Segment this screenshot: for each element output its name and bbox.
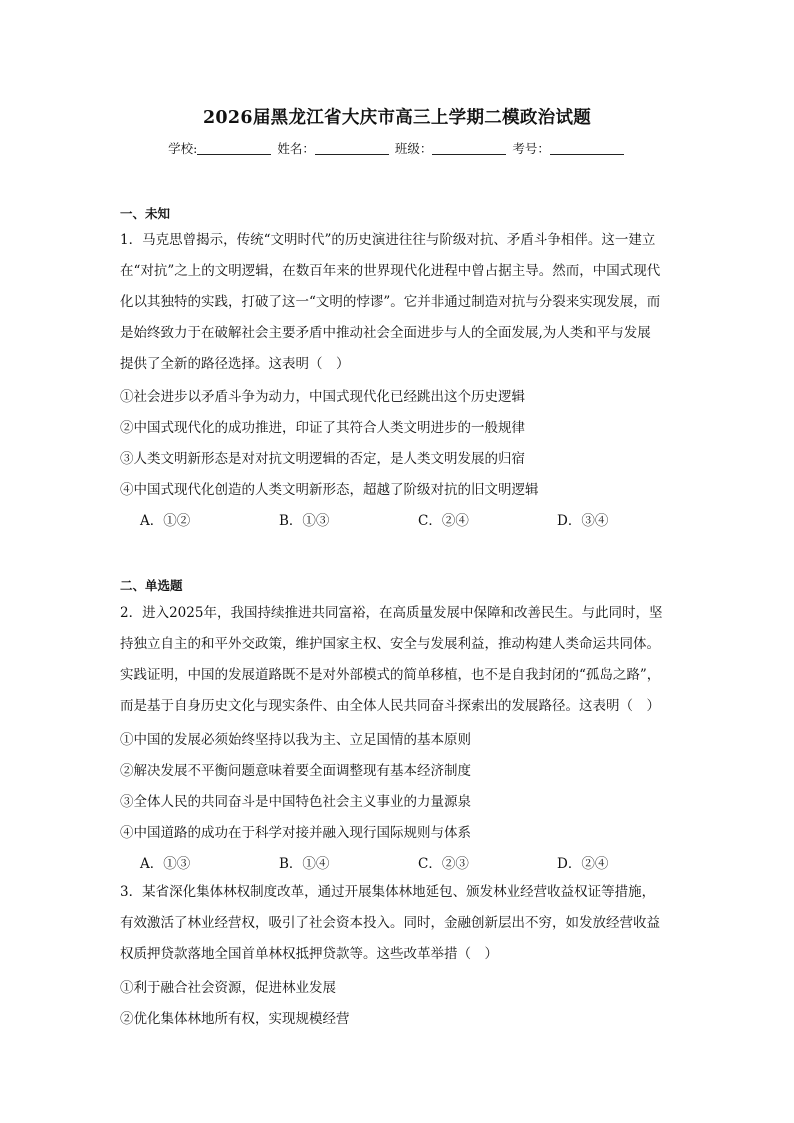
stem-line: 权质押贷款落地全国首单林权抵押贷款等。这些改革举措（ ） bbox=[120, 946, 498, 962]
school-blank[interactable] bbox=[197, 141, 271, 155]
exam-info-row bbox=[0, 139, 794, 157]
name-label: 姓名： bbox=[277, 141, 315, 156]
choice-b[interactable]: B．①④ bbox=[279, 856, 330, 872]
stem-line: 3．某省深化集体林权制度改革，通过开展集体林地延包、颁发林业经营收益权证等措施， bbox=[120, 884, 656, 900]
class-label: 班级： bbox=[394, 141, 433, 156]
statement-option: ②解决发展不平衡问题意味着要全面调整现有基本经济制度 bbox=[120, 763, 471, 779]
stem-line: 化以其独特的实践，打破了这一“文明的悖谬”。它并非通过制造对抗与分裂来实现发展，而 bbox=[120, 294, 661, 310]
answer-choices-q2 bbox=[140, 852, 696, 872]
page-title: 2026届黑龙江省大庆市高三上学期二模政治试题 bbox=[202, 108, 592, 128]
stem-line: 实践证明，中国的发展道路既不是对外部模式的简单移植，也不是自我封闭的“孤岛之路”， bbox=[120, 667, 661, 683]
statement-option: ①中国的发展必须始终坚持以我为主、立足国情的基本原则 bbox=[120, 732, 471, 748]
choice-a[interactable]: A．①③ bbox=[140, 856, 191, 872]
statement-option: ①社会进步以矛盾斗争为动力，中国式现代化已经跳出这个历史逻辑 bbox=[120, 389, 525, 405]
statement-option: ②中国式现代化的成功推进，印证了其符合人类文明进步的一般规律 bbox=[120, 420, 525, 436]
statement-option: ②优化集体林地所有权，实现规模经营 bbox=[120, 1011, 350, 1027]
stem-line: 1．马克思曾揭示，传统“文明时代”的历史演进往往与阶级对抗、矛盾斗争相伴。这一建立 bbox=[120, 232, 656, 248]
school-label: 学校: bbox=[168, 141, 198, 156]
statement-option: ④中国式现代化创造的人类文明新形态，超越了阶级对抗的旧文明逻辑 bbox=[120, 482, 539, 498]
question-2-stem bbox=[120, 598, 680, 722]
name-blank[interactable] bbox=[315, 141, 389, 155]
stem-line: 2．进入2025年，我国持续推进共同富裕，在高质量发展中保障和改善民生。与此同时，坚 bbox=[120, 605, 663, 621]
choice-c[interactable]: C．②③ bbox=[418, 856, 469, 872]
statement-option: ④中国道路的成功在于科学对接并融入现行国际规则与体系 bbox=[120, 825, 471, 841]
statement-option: ③人类文明新形态是对对抗文明逻辑的否定，是人类文明发展的归宿 bbox=[120, 451, 525, 467]
choice-b[interactable]: B．①③ bbox=[279, 513, 330, 529]
question-1-stem bbox=[120, 225, 680, 380]
stem-line: 而是基于自身历史文化与现实条件、由全体人民共同奋斗探索出的发展路径。这表明（ ） bbox=[120, 698, 660, 714]
choice-d[interactable]: D．②④ bbox=[557, 856, 609, 872]
class-blank[interactable] bbox=[432, 141, 506, 155]
number-label: 考号： bbox=[512, 141, 550, 156]
number-blank[interactable] bbox=[550, 141, 624, 155]
stem-line: 在“对抗”之上的文明逻辑，在数百年来的世界现代化进程中曾占据主导。然而，中国式现代 bbox=[120, 263, 661, 279]
choice-d[interactable]: D．③④ bbox=[557, 513, 609, 529]
question-3-stem bbox=[120, 877, 680, 970]
statement-option: ③全体人民的共同奋斗是中国特色社会主义事业的力量源泉 bbox=[120, 794, 471, 810]
statement-option: ①利于融合社会资源，促进林业发展 bbox=[120, 980, 336, 996]
stem-line: 有效激活了林业经营权，吸引了社会资本投入。同时，金融创新层出不穷，如发放经营收益 bbox=[120, 915, 660, 931]
section-heading: 一、未知 bbox=[120, 206, 171, 221]
choice-c[interactable]: C．②④ bbox=[418, 513, 469, 529]
answer-choices-q1 bbox=[140, 509, 696, 529]
stem-line: 持独立自主的和平外交政策，维护国家主权、安全与发展利益，推动构建人类命运共同体。 bbox=[120, 636, 660, 652]
section-heading: 二、单选题 bbox=[120, 578, 183, 593]
choice-a[interactable]: A．①② bbox=[140, 513, 191, 529]
stem-line: 提供了全新的路径选择。这表明（ ） bbox=[120, 356, 350, 372]
stem-line: 是始终致力于在破解社会主要矛盾中推动社会全面进步与人的全面发展,为人类和平与发展 bbox=[120, 325, 651, 341]
